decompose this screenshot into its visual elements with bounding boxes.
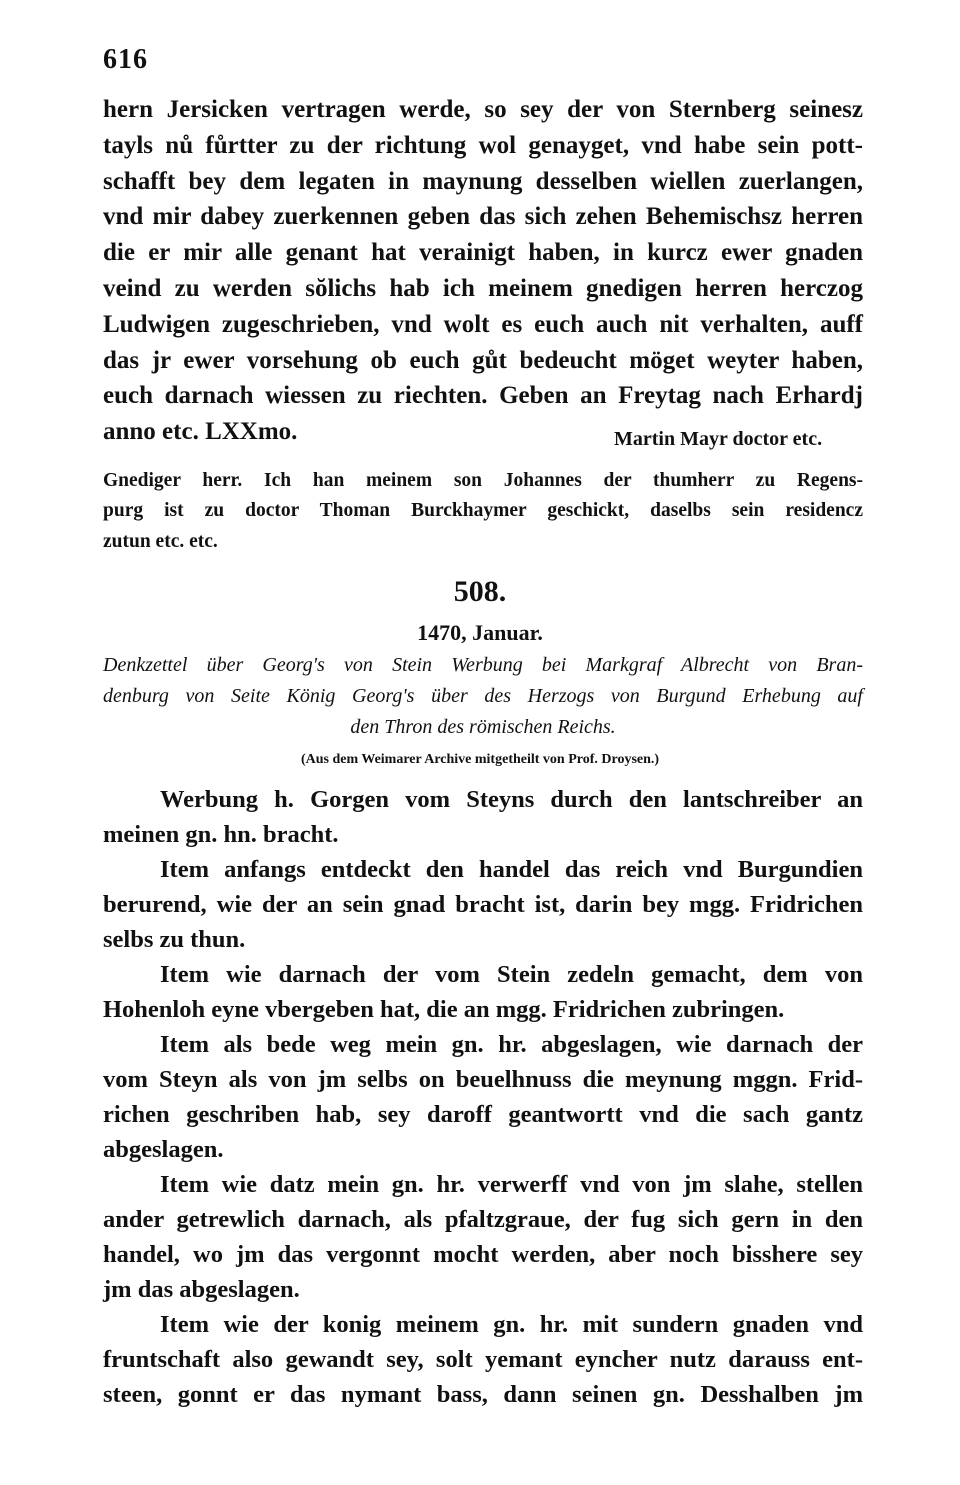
text-line: tayls nů fůrtter zu der richtung wol genayget, vnd habe sein pott- bbox=[103, 131, 863, 159]
text-line: vnd mir dabey zuerkennen geben das sich zehen Behemischsz herren bbox=[103, 203, 863, 231]
body-line: abgeslagen. bbox=[103, 1136, 224, 1163]
body-line: Item anfangs entdeckt den handel das reich vnd Burgundien bbox=[160, 856, 863, 883]
text-line: purg ist zu doctor Thoman Burckhaymer geschickt, daselbs sein residencz bbox=[103, 500, 863, 522]
body-line: Item wie der konig meinem gn. hr. mit sundern gnaden vnd bbox=[160, 1311, 863, 1338]
body-line: handel, wo jm das vergonnt mocht werden, aber noch bisshere sey bbox=[103, 1241, 863, 1268]
summary-line: Denkzettel über Georg's von Stein Werbung bei Markgraf Albrecht von Bran- bbox=[103, 654, 863, 676]
body-line: Item als bede weg mein gn. hr. abgeslagen, wie darnach der bbox=[160, 1031, 863, 1058]
body-line: selbs zu thun. bbox=[103, 926, 246, 953]
text-line: das jr ewer vorsehung ob euch gůt bedeucht möget weyter haben, bbox=[103, 346, 863, 374]
body-line: Item wie datz mein gn. hr. verwerff vnd von jm slahe, stellen bbox=[160, 1171, 863, 1198]
text-line: schafft bey dem legaten in maynung desselben wiellen zuerlangen, bbox=[103, 167, 863, 195]
postscript-paragraph bbox=[103, 466, 863, 557]
signature: Martin Mayr doctor etc. bbox=[614, 428, 823, 450]
letter-paragraph bbox=[103, 92, 863, 450]
text-line: die er mir alle genant hat verainigt haben, in kurcz ewer gnaden bbox=[103, 239, 863, 267]
document-body bbox=[103, 782, 863, 1412]
body-line: ander getrewlich darnach, als pfaltzgraue, der fug sich gern in den bbox=[103, 1206, 863, 1233]
text-line: Ludwigen zugeschrieben, vnd wolt es euch auch nit verhalten, auff bbox=[103, 310, 863, 338]
body-line: Werbung h. Gorgen vom Steyns durch den lantschreiber an bbox=[160, 786, 863, 813]
body-line: Hohenloh eyne vbergeben hat, die an mgg. Fridrichen zubringen. bbox=[103, 996, 785, 1023]
document-source: (Aus dem Weimarer Archive mitgetheilt von Prof. Droysen.) bbox=[300, 752, 660, 767]
body-line: fruntschaft also gewandt sey, solt yemant eyncher nutz darauss ent- bbox=[103, 1346, 863, 1373]
body-line: berurend, wie der an sein gnad bracht ist, darin bey mgg. Fridrichen bbox=[103, 891, 863, 918]
body-line: vom Steyn als von jm selbs on beuelhnuss die meynung mggn. Frid- bbox=[103, 1066, 863, 1093]
body-line: richen geschriben hab, sey daroff geantwortt vnd die sach gantz bbox=[103, 1101, 863, 1128]
text-line: zutun etc. etc. bbox=[103, 530, 218, 552]
text-line: hern Jersicken vertragen werde, so sey der von Sternberg seinesz bbox=[103, 96, 863, 123]
document-summary bbox=[103, 650, 863, 743]
body-line: jm das abgeslagen. bbox=[103, 1276, 300, 1303]
body-line: steen, gonnt er das nymant bass, dann seinen gn. Desshalben jm bbox=[103, 1381, 863, 1408]
text-line: anno etc. LXXmo. bbox=[103, 418, 298, 446]
text-line: Gnediger herr. Ich han meinem son Johannes der thumherr zu Regens- bbox=[103, 470, 863, 491]
text-line: euch darnach wiessen zu riechten. Geben an Freytag nach Erhardj bbox=[103, 382, 863, 410]
text-line: veind zu werden sŏlichs hab ich meinem gnedigen herren herczog bbox=[103, 274, 863, 302]
page-number: 616 bbox=[103, 44, 148, 75]
summary-line: den Thron des römischen Reichs. bbox=[350, 716, 616, 738]
document-number: 508. bbox=[453, 575, 507, 608]
summary-line: denburg von Seite König Georg's über des Herzogs von Burgund Erhebung auf bbox=[103, 685, 863, 707]
document-date: 1470, Januar. bbox=[417, 620, 543, 645]
body-line: meinen gn. hn. bracht. bbox=[103, 821, 339, 848]
body-line: Item wie darnach der vom Stein zedeln gemacht, dem von bbox=[160, 961, 863, 988]
